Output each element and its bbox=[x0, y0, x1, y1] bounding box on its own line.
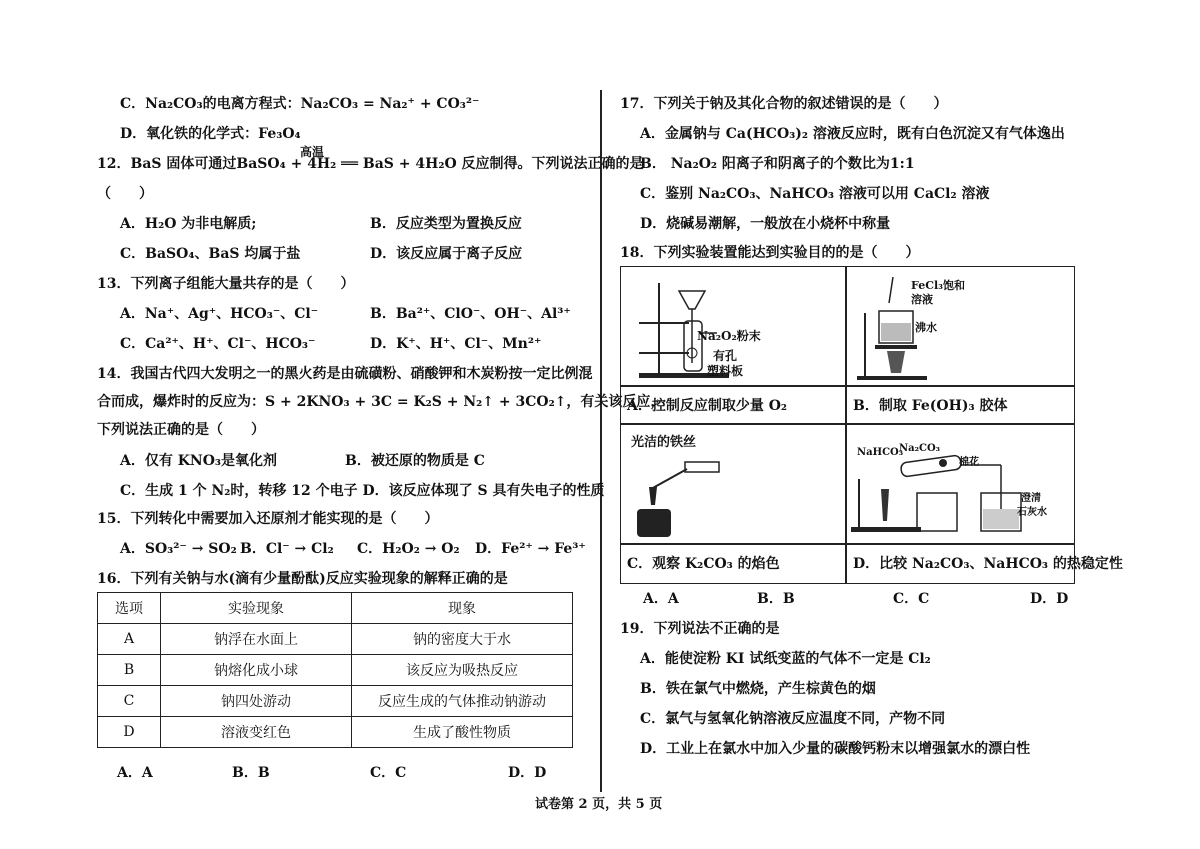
q17-option-d: D．烧碱易潮解，一般放在小烧杯中称量 bbox=[640, 216, 891, 232]
q13-option-c: C．Ca²⁺、H⁺、Cl⁻、HCO₃⁻ bbox=[120, 336, 316, 352]
q16-cell: 钠的密度大于水 bbox=[352, 624, 573, 655]
q18-answer-d: D．D bbox=[1030, 591, 1069, 607]
table-row bbox=[98, 624, 573, 655]
q17-option-b: B． Na₂O₂ 阳离子和阴离子的个数比为1:1 bbox=[640, 156, 915, 172]
q14-option-b: B．被还原的物质是 C bbox=[345, 453, 485, 469]
q16-answer-c: C．C bbox=[370, 765, 407, 781]
label-nahco3: NaHCO₃ bbox=[857, 447, 904, 458]
label-perforated: 有孔 bbox=[713, 349, 738, 363]
q16-cell: 钠熔化成小球 bbox=[161, 655, 352, 686]
q16-cell: A bbox=[98, 624, 161, 655]
label-cotton: 棉花 bbox=[959, 457, 979, 468]
q12-condition: 高温 bbox=[300, 145, 325, 159]
q17-option-c: C．鉴别 Na₂CO₃、NaHCO₃ 溶液可以用 CaCl₂ 溶液 bbox=[640, 186, 990, 202]
q16-cell: 钠四处游动 bbox=[161, 686, 352, 717]
q12-option-d: D．该反应属于离子反应 bbox=[370, 246, 523, 262]
table-row bbox=[98, 717, 573, 748]
q18-caption-d: D．比较 Na₂CO₃、NaHCO₃ 的热稳定性 bbox=[853, 556, 1123, 572]
q19-stem: 19．下列说法不正确的是 bbox=[620, 621, 780, 637]
q16-cell: C bbox=[98, 686, 161, 717]
q18-caption-a: A．控制反应制取少量 O₂ bbox=[627, 398, 788, 414]
q14-line2: 合而成，爆炸时的反应为：S + 2KNO₃ + 3C = K₂S + N₂↑ + 3CO₂↑，有关该反应， bbox=[97, 394, 665, 410]
q15-option-c: C．H₂O₂ → O₂ bbox=[357, 541, 460, 557]
table-row bbox=[98, 655, 573, 686]
label-iron-wire: 光洁的铁丝 bbox=[631, 435, 697, 450]
q16-table bbox=[97, 592, 573, 748]
q16-cell: B bbox=[98, 655, 161, 686]
q12-stem: 12．BaS 固体可通过BaSO₄ + 4H₂ ══ BaS + 4H₂O 反应制得。下列说法正确的是 bbox=[97, 156, 644, 172]
q17-option-a: A．金属钠与 Ca(HCO₃)₂ 溶液反应时，既有白色沉淀又有气体逸出 bbox=[640, 126, 1065, 142]
q11-option-c: C．Na₂CO₃的电离方程式：Na₂CO₃ = Na₂⁺ + CO₃²⁻ bbox=[120, 96, 480, 112]
q15-stem: 15．下列转化中需要加入还原剂才能实现的是（ ） bbox=[97, 511, 439, 527]
q12-option-c: C．BaSO₄、BaS 均属于盐 bbox=[120, 246, 301, 262]
q18-answer-a: A．A bbox=[643, 591, 679, 607]
label-boiling-water: 沸水 bbox=[915, 321, 937, 334]
label-na2o2: Na₂O₂粉末 bbox=[697, 329, 761, 343]
q12-paren: （ ） bbox=[97, 186, 153, 202]
q12-option-b: B．反应类型为置换反应 bbox=[370, 216, 522, 232]
q16-header-phenomenon: 实验现象 bbox=[161, 593, 352, 624]
q18-answer-b: B．B bbox=[757, 591, 795, 607]
q19-option-b: B．铁在氯气中燃烧，产生棕黄色的烟 bbox=[640, 681, 876, 697]
q14-option-a: A．仅有 KNO₃是氧化剂 bbox=[120, 453, 278, 469]
q13-stem: 13．下列离子组能大量共存的是（ ） bbox=[97, 276, 355, 292]
q19-option-c: C．氯气与氢氧化钠溶液反应温度不同，产物不同 bbox=[640, 711, 946, 727]
q18-stem: 18．下列实验装置能达到实验目的的是（ ） bbox=[620, 245, 920, 261]
label-na2co3: Na₂CO₃ bbox=[899, 443, 941, 454]
q18-answer-c: C．C bbox=[893, 591, 930, 607]
q16-cell: 钠浮在水面上 bbox=[161, 624, 352, 655]
apparatus-d-diagram bbox=[851, 429, 1071, 539]
apparatus-c-diagram bbox=[627, 447, 837, 539]
label-limewater: 石灰水 bbox=[1017, 507, 1047, 518]
q11-option-d: D．氧化铁的化学式：Fe₃O₄ bbox=[120, 126, 301, 142]
grid-divider bbox=[621, 423, 1074, 425]
q18-apparatus-grid bbox=[620, 266, 1123, 584]
q18-caption-b: B．制取 Fe(OH)₃ 胶体 bbox=[853, 398, 1008, 414]
grid-divider bbox=[621, 543, 1074, 545]
label-fecl3: FeCl₃饱和 bbox=[911, 279, 965, 292]
table-row bbox=[98, 686, 573, 717]
grid-divider-vertical bbox=[845, 267, 847, 583]
q14-line1: 14．我国古代四大发明之一的黑火药是由硫磺粉、硝酸钾和木炭粉按一定比例混 bbox=[97, 366, 593, 382]
q16-cell: 生成了酸性物质 bbox=[352, 717, 573, 748]
page-divider bbox=[600, 90, 602, 792]
label-plastic-plate: 塑料板 bbox=[707, 364, 744, 378]
q14-line3: 下列说法正确的是（ ） bbox=[97, 422, 265, 438]
q18-caption-c: C．观察 K₂CO₃ 的焰色 bbox=[627, 556, 780, 572]
q19-option-a: A．能使淀粉 KI 试纸变蓝的气体不一定是 Cl₂ bbox=[640, 651, 931, 667]
q16-cell: 反应生成的气体推动钠游动 bbox=[352, 686, 573, 717]
q16-cell: 溶液变红色 bbox=[161, 717, 352, 748]
q13-option-a: A．Na⁺、Ag⁺、HCO₃⁻、Cl⁻ bbox=[120, 306, 319, 322]
q16-cell: D bbox=[98, 717, 161, 748]
q16-answer-a: A．A bbox=[117, 765, 153, 781]
q16-header-explanation: 现象 bbox=[352, 593, 573, 624]
label-clear: 澄清 bbox=[1021, 493, 1041, 504]
q13-option-b: B．Ba²⁺、ClO⁻、OH⁻、Al³⁺ bbox=[370, 306, 571, 322]
page-footer: 试卷第 2 页，共 5 页 bbox=[535, 797, 663, 812]
q17-stem: 17．下列关于钠及其化合物的叙述错误的是（ ） bbox=[620, 96, 948, 112]
grid-divider bbox=[621, 385, 1074, 387]
q16-cell: 该反应为吸热反应 bbox=[352, 655, 573, 686]
q15-option-b: B．Cl⁻ → Cl₂ bbox=[240, 541, 334, 557]
q16-header-option: 选项 bbox=[98, 593, 161, 624]
q15-option-a: A．SO₃²⁻ → SO₂ bbox=[120, 541, 237, 557]
q16-answer-d: D．D bbox=[508, 765, 547, 781]
q14-option-cd: C．生成 1 个 N₂时，转移 12 个电子 D．该反应体现了 S 具有失电子的性质 bbox=[120, 483, 605, 499]
q12-option-a: A．H₂O 为非电解质; bbox=[120, 216, 257, 232]
q19-option-d: D．工业上在氯水中加入少量的碳酸钙粉末以增强氯水的漂白性 bbox=[640, 741, 1031, 757]
label-solution: 溶液 bbox=[911, 293, 933, 306]
q16-table-header bbox=[98, 593, 573, 624]
q15-option-d: D．Fe²⁺ → Fe³⁺ bbox=[475, 541, 586, 557]
q13-option-d: D．K⁺、H⁺、Cl⁻、Mn²⁺ bbox=[370, 336, 542, 352]
q16-answer-b: B．B bbox=[232, 765, 270, 781]
q16-stem: 16．下列有关钠与水(滴有少量酚酞)反应实验现象的解释正确的是 bbox=[97, 571, 508, 587]
